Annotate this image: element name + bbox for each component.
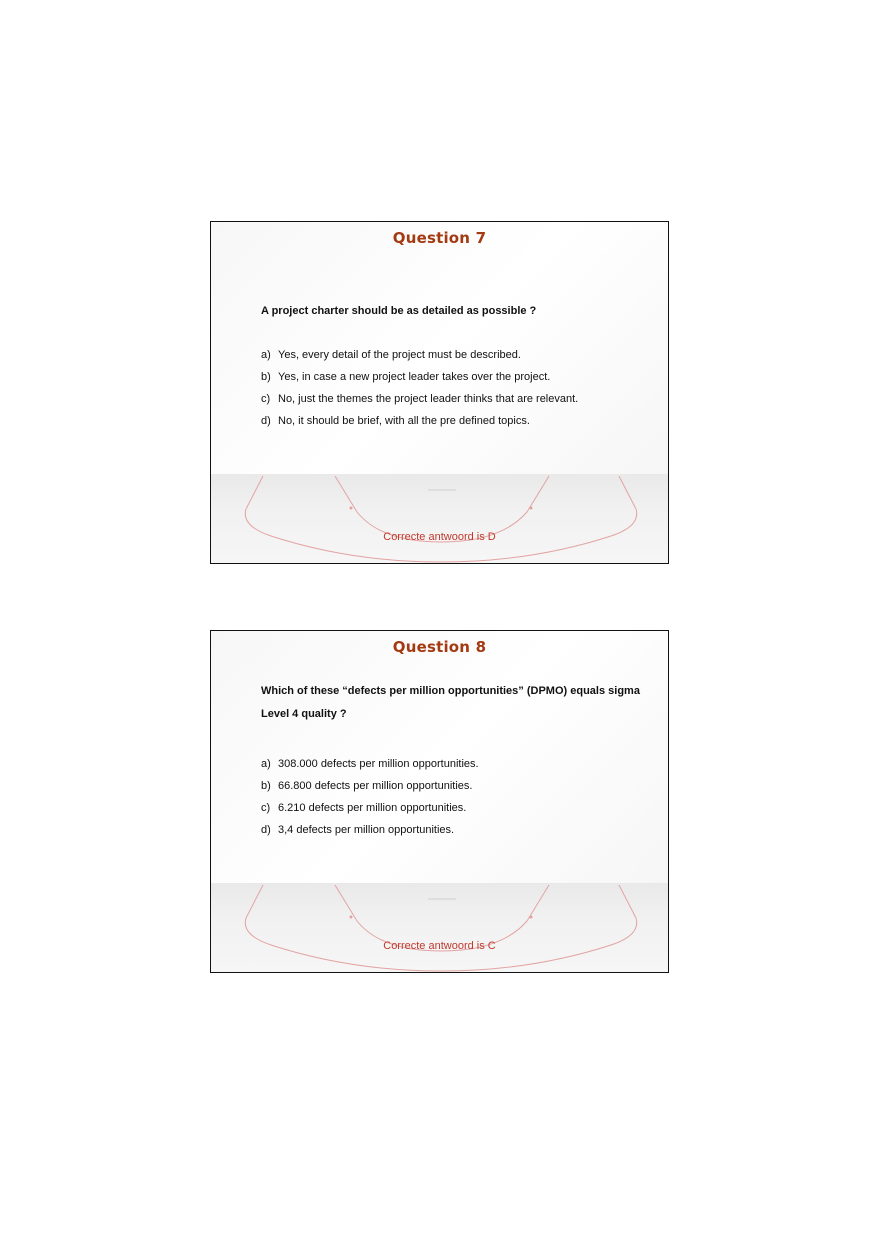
option-text: 3,4 defects per million opportunities. [278,824,455,836]
option-text: 6.210 defects per million opportunities. [278,802,467,814]
option-d [261,410,648,432]
option-letter: c) [261,393,271,405]
option-letter: d) [261,415,271,427]
option-text: Yes, in case a new project leader takes over the project. [278,371,551,383]
court-lines-graphic [211,474,669,563]
option-b [261,366,648,388]
option-text: Yes, every detail of the project must be described. [278,349,521,361]
option-c [261,388,648,410]
answer-options [261,344,648,432]
option-letter: d) [261,824,271,836]
option-a [261,344,648,366]
option-text: No, just the themes the project leader thinks that are relevant. [278,393,579,405]
slide-title: Question 7 [392,229,487,247]
option-text: 66.800 defects per million opportunities. [278,780,473,792]
option-letter: b) [261,371,271,383]
option-d [261,819,648,841]
court-floor-decoration [211,883,668,972]
option-letter: a) [261,758,271,770]
option-c [261,797,648,819]
slide-question-7 [210,221,669,564]
option-letter: c) [261,802,271,814]
option-text: 308.000 defects per million opportunities. [278,758,479,770]
slide-title: Question 8 [392,638,487,656]
court-floor-decoration [211,474,668,563]
option-letter: b) [261,780,271,792]
correct-answer: Correcte antwoord is D [383,531,496,543]
correct-answer: Correcte antwoord is C [383,940,496,952]
option-b [261,775,648,797]
option-a [261,753,648,775]
option-text: No, it should be brief, with all the pre defined topics. [278,415,530,427]
answer-options [261,753,648,841]
option-letter: a) [261,349,271,361]
question-text: Which of these “defects per million opportunities” (DPMO) equals sigma Level 4 quality ? [261,685,640,720]
slide-question-8 [210,630,669,973]
question-text: A project charter should be as detailed as possible ? [261,305,537,317]
court-lines-graphic [211,883,669,972]
